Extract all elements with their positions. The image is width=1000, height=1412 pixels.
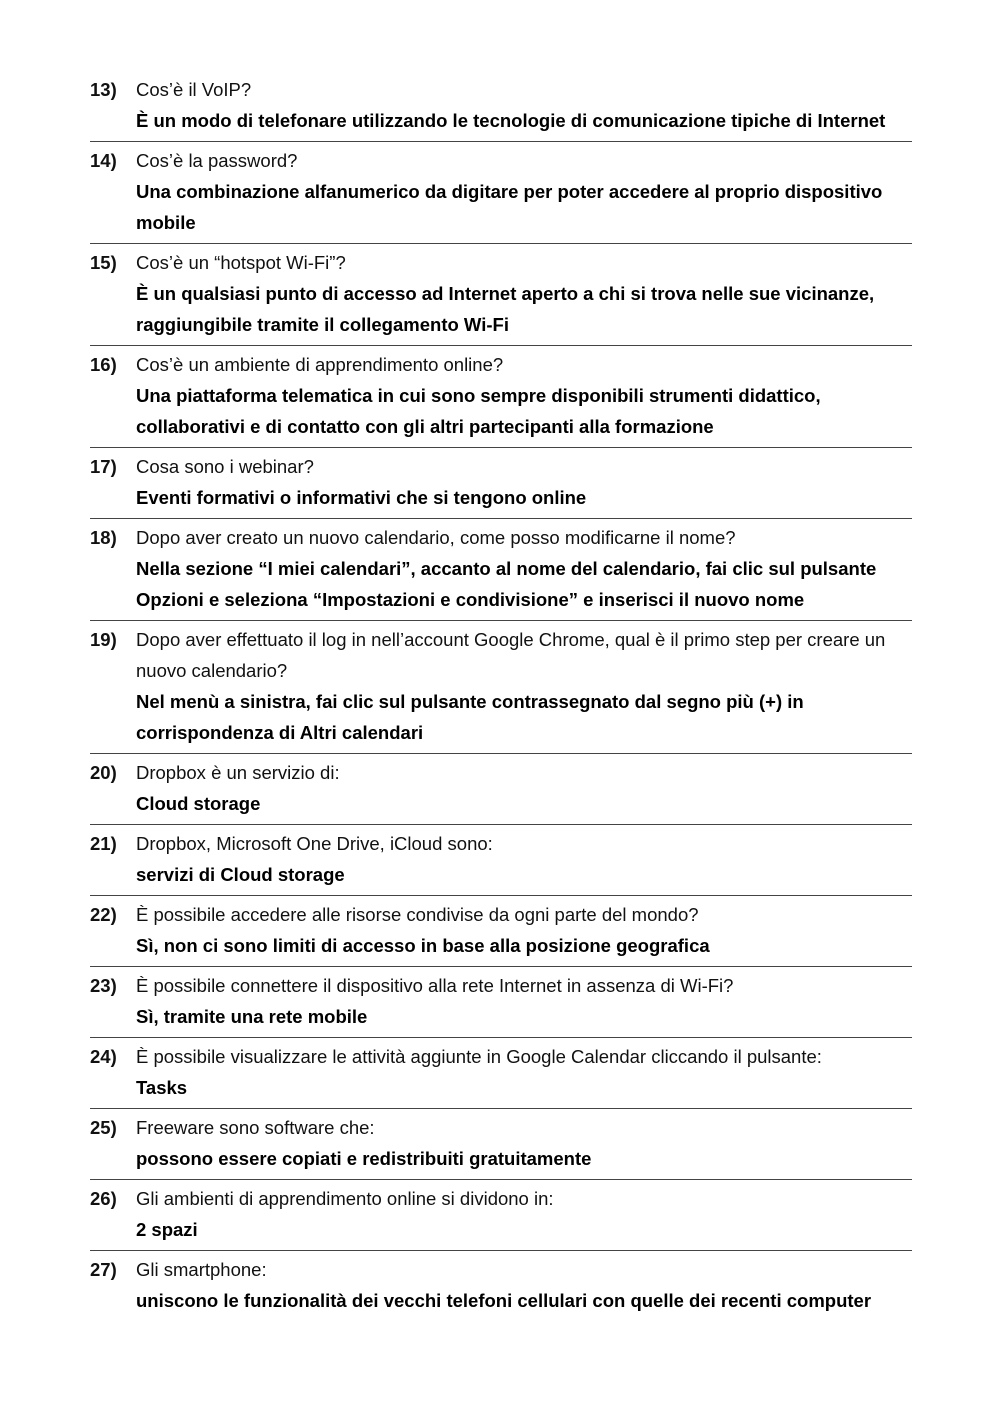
answer-text: È un modo di telefonare utilizzando le tecnologie di comunicazione tipiche di Internet	[136, 110, 886, 131]
answer-text: 2 spazi	[136, 1219, 198, 1240]
question-text: Dropbox, Microsoft One Drive, iCloud sono:	[136, 833, 493, 854]
answer-text: servizi di Cloud storage	[136, 864, 345, 885]
question-text: Cos’è il VoIP?	[136, 79, 252, 100]
qa-body	[136, 1041, 912, 1103]
question-text: Dopo aver effettuato il log in nell’account Google Chrome, qual è il primo step per creare un nuovo calendario?	[136, 629, 886, 681]
qa-item-22	[90, 896, 912, 967]
answer-text: Sì, non ci sono limiti di accesso in base alla posizione geografica	[136, 935, 710, 956]
question-text: È possibile visualizzare le attività aggiunte in Google Calendar cliccando il pulsante:	[136, 1046, 822, 1067]
answer-text: Sì, tramite una rete mobile	[136, 1006, 368, 1027]
qa-body	[136, 757, 912, 819]
qa-item-14	[90, 142, 912, 244]
answer-text: Cloud storage	[136, 793, 261, 814]
question-text: Cosa sono i webinar?	[136, 456, 314, 477]
question-number: 15)	[90, 252, 117, 273]
answer-text: uniscono le funzionalità dei vecchi telefoni cellulari con quelle dei recenti computer	[136, 1290, 872, 1311]
qa-item-18	[90, 519, 912, 621]
qa-item-20	[90, 754, 912, 825]
qa-body	[136, 970, 912, 1032]
question-number: 16)	[90, 354, 117, 375]
qa-body	[136, 247, 912, 340]
qa-item-16	[90, 346, 912, 448]
qa-body	[136, 899, 912, 961]
qa-item-27	[90, 1251, 912, 1321]
answer-text: Nel menù a sinistra, fai clic sul pulsante contrassegnato dal segno più (+) in corrispondenza di Altri calendari	[136, 691, 804, 743]
question-number: 24)	[90, 1046, 117, 1067]
qa-body	[136, 349, 912, 442]
question-answer-list	[90, 74, 912, 1321]
question-number: 19)	[90, 629, 117, 650]
qa-item-17	[90, 448, 912, 519]
question-number: 23)	[90, 975, 117, 996]
answer-text: Eventi formativi o informativi che si tengono online	[136, 487, 587, 508]
question-text: Dropbox è un servizio di:	[136, 762, 340, 783]
question-number: 18)	[90, 527, 117, 548]
answer-text: È un qualsiasi punto di accesso ad Internet aperto a chi si trova nelle sue vicinanze, raggiungibile tramite il collegamento Wi-Fi	[136, 283, 875, 335]
qa-item-23	[90, 967, 912, 1038]
answer-text: Una piattaforma telematica in cui sono sempre disponibili strumenti didattico, collaborativi e di contatto con gli altri partecipanti alla formazione	[136, 385, 821, 437]
qa-body	[136, 828, 912, 890]
qa-body	[136, 1112, 912, 1174]
qa-item-13	[90, 74, 912, 142]
question-text: È possibile accedere alle risorse condivise da ogni parte del mondo?	[136, 904, 699, 925]
qa-item-25	[90, 1109, 912, 1180]
answer-text: Una combinazione alfanumerico da digitare per poter accedere al proprio dispositivo mobile	[136, 181, 883, 233]
qa-body	[136, 624, 912, 748]
question-text: È possibile connettere il dispositivo alla rete Internet in assenza di Wi-Fi?	[136, 975, 734, 996]
question-number: 27)	[90, 1259, 117, 1280]
answer-text: Tasks	[136, 1077, 188, 1098]
qa-body	[136, 1254, 912, 1316]
question-number: 17)	[90, 456, 117, 477]
qa-item-21	[90, 825, 912, 896]
question-number: 13)	[90, 79, 117, 100]
answer-text: possono essere copiati e redistribuiti gratuitamente	[136, 1148, 592, 1169]
question-number: 22)	[90, 904, 117, 925]
question-number: 21)	[90, 833, 117, 854]
question-text: Gli smartphone:	[136, 1259, 267, 1280]
qa-body	[136, 522, 912, 615]
qa-item-24	[90, 1038, 912, 1109]
question-text: Cos’è un ambiente di apprendimento online?	[136, 354, 504, 375]
question-text: Freeware sono software che:	[136, 1117, 375, 1138]
question-text: Cos’è un “hotspot Wi-Fi”?	[136, 252, 346, 273]
qa-item-26	[90, 1180, 912, 1251]
qa-item-15	[90, 244, 912, 346]
question-number: 25)	[90, 1117, 117, 1138]
answer-text: Nella sezione “I miei calendari”, accanto al nome del calendario, fai clic sul pulsante Opzioni e seleziona “Impostazioni e condivisione” e inserisci il nuovo nome	[136, 558, 877, 610]
qa-item-19	[90, 621, 912, 754]
question-number: 14)	[90, 150, 117, 171]
qa-body	[136, 1183, 912, 1245]
question-text: Cos’è la password?	[136, 150, 298, 171]
question-number: 26)	[90, 1188, 117, 1209]
question-text: Gli ambienti di apprendimento online si dividono in:	[136, 1188, 554, 1209]
qa-body	[136, 74, 912, 136]
qa-body	[136, 451, 912, 513]
question-text: Dopo aver creato un nuovo calendario, come posso modificarne il nome?	[136, 527, 736, 548]
qa-body	[136, 145, 912, 238]
question-number: 20)	[90, 762, 117, 783]
